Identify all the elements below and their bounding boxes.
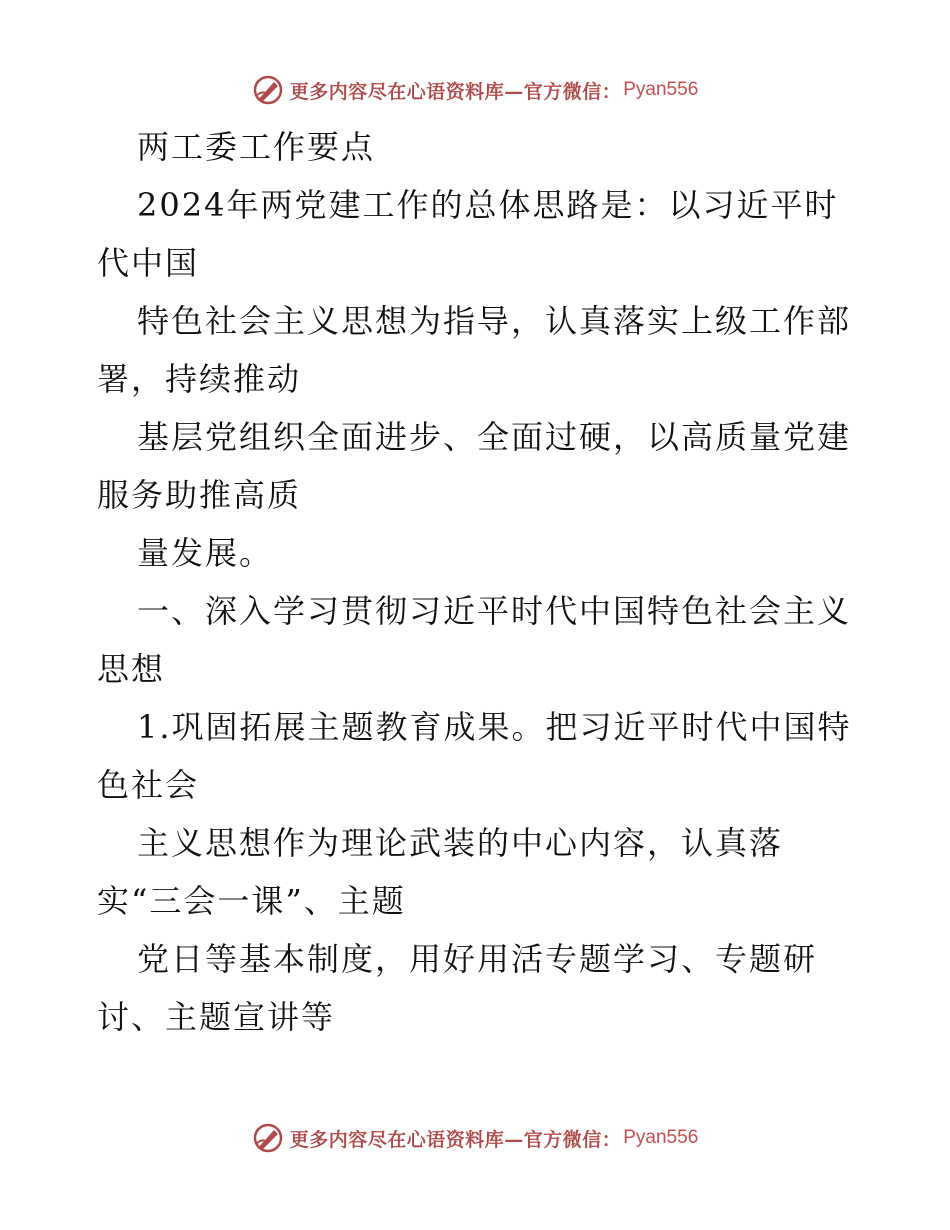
paragraph-line: 署，持续推动 <box>97 360 302 398</box>
section-heading: 一、深入学习贯彻习近平时代中国特色社会主义 <box>137 592 852 630</box>
header-banner-text: 更多内容尽在心语资料库—官方微信： <box>289 80 622 103</box>
document-body <box>97 118 857 1046</box>
paragraph-line: 量发展。 <box>137 534 274 572</box>
section-heading-continued: 思想 <box>97 650 166 688</box>
paragraph-line: 实“三会一课”、主题 <box>97 882 406 920</box>
footer-banner <box>0 1118 950 1158</box>
paragraph-line: 代中国 <box>97 244 200 282</box>
pen-logo-icon <box>252 1122 284 1154</box>
footer-banner-text: 更多内容尽在心语资料库—官方微信： <box>289 1128 622 1151</box>
paragraph-line: 讨、主题宣讲等 <box>97 998 336 1036</box>
header-banner-id: Pyan556 <box>623 79 699 100</box>
paragraph-line: 基层党组织全面进步、全面过硬，以高质量党建 <box>137 418 852 456</box>
paragraph-line: 2024年两党建工作的总体思路是：以习近平时 <box>137 186 839 224</box>
paragraph-line: 党日等基本制度，用好用活专题学习、专题研 <box>137 940 818 978</box>
paragraph-line: 主义思想作为理论武装的中心内容，认真落 <box>137 824 784 862</box>
pen-logo-icon <box>252 74 284 106</box>
header-banner <box>0 70 950 110</box>
footer-banner-id: Pyan556 <box>623 1127 699 1148</box>
paragraph-line: 色社会 <box>97 766 200 804</box>
paragraph-line: 1.巩固拓展主题教育成果。把习近平时代中国特 <box>137 708 852 746</box>
paragraph-line: 特色社会主义思想为指导，认真落实上级工作部 <box>137 302 852 340</box>
doc-title: 两工委工作要点 <box>137 128 376 166</box>
paragraph-line: 服务助推高质 <box>97 476 302 514</box>
